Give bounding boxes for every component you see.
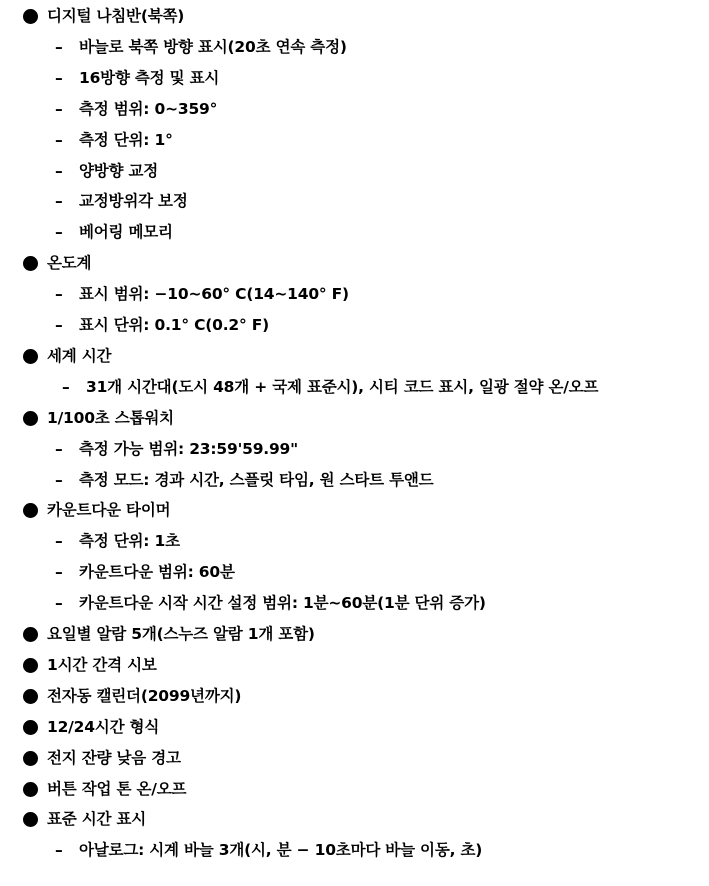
bullet-icon xyxy=(23,256,38,271)
bullet-icon xyxy=(23,751,38,766)
feature-heading xyxy=(0,341,112,372)
bullet-icon xyxy=(23,349,38,364)
feature-detail-text: 표시 단위: 0.1° C(0.2° F) xyxy=(79,316,270,334)
feature-detail-text: 측정 단위: 1° xyxy=(79,130,173,149)
feature-detail-text: 측정 범위: 0~359° xyxy=(79,99,218,118)
dash-icon: – xyxy=(55,130,63,149)
feature-heading xyxy=(0,743,181,774)
feature-detail-text: 양방향 교정 xyxy=(79,161,159,180)
dash-icon: – xyxy=(62,377,70,396)
feature-detail-text: 16방향 측정 및 표시 xyxy=(79,68,220,87)
bullet-icon xyxy=(23,720,38,735)
bullet-icon xyxy=(23,689,38,704)
feature-heading-text: 카운트다운 타이머 xyxy=(47,501,171,520)
feature-detail-text: 측정 단위: 1초 xyxy=(79,532,180,551)
feature-detail-text: 31개 시간대(도시 48개 + 국제 표준시), 시티 코드 표시, 일광 절약 온/오프 xyxy=(86,377,599,396)
bullet-icon xyxy=(23,627,38,642)
feature-detail-text: 카운트다운 시작 시간 설정 범위: 1분~60분(1분 단위 증가) xyxy=(79,594,486,613)
dash-icon: – xyxy=(55,37,63,56)
dash-icon: – xyxy=(55,316,63,334)
feature-heading-text: 요일별 알람 5개(스누즈 알람 1개 포함) xyxy=(47,625,315,643)
feature-heading xyxy=(0,650,157,681)
feature-detail-text: 측정 모드: 경과 시간, 스플릿 타임, 원 스타트 투앤드 xyxy=(79,470,434,489)
bullet-icon xyxy=(23,782,38,797)
feature-heading xyxy=(0,619,315,650)
feature-heading xyxy=(0,712,160,743)
dash-icon: – xyxy=(55,532,63,551)
feature-detail-text: 아날로그: 시계 바늘 3개(시, 분 − 10초마다 바늘 이동, 초) xyxy=(79,841,483,860)
dash-icon: – xyxy=(55,439,63,458)
dash-icon: – xyxy=(55,192,63,211)
bullet-icon xyxy=(23,9,38,24)
feature-heading-text: 1/100초 스톱워치 xyxy=(47,408,174,427)
feature-heading-text: 1시간 간격 시보 xyxy=(47,655,157,674)
bullet-icon xyxy=(23,503,38,518)
feature-heading-text: 전자동 캘린더(2099년까지) xyxy=(47,686,242,705)
feature-detail-text: 표시 범위: −10~60° C(14~140° F) xyxy=(79,285,349,304)
feature-heading-text: 세계 시간 xyxy=(47,346,112,365)
feature-detail-text: 카운트다운 범위: 60분 xyxy=(79,563,235,582)
feature-heading xyxy=(0,804,147,835)
feature-detail-text: 교정방위각 보정 xyxy=(79,192,188,211)
feature-heading-text: 온도계 xyxy=(47,254,92,273)
feature-heading xyxy=(0,248,92,279)
bullet-icon xyxy=(23,812,38,827)
dash-icon: – xyxy=(55,563,63,582)
feature-heading-text: 12/24시간 형식 xyxy=(47,717,160,736)
bullet-icon xyxy=(23,658,38,673)
dash-icon: – xyxy=(55,223,63,242)
feature-detail-text: 측정 가능 범위: 23:59'59.99" xyxy=(79,439,299,458)
feature-heading xyxy=(0,774,187,805)
feature-heading xyxy=(0,403,174,434)
dash-icon: – xyxy=(55,99,63,118)
dash-icon: – xyxy=(55,161,63,180)
dash-icon: – xyxy=(55,594,63,613)
dash-icon: – xyxy=(55,68,63,87)
feature-detail-text: 베어링 메모리 xyxy=(79,223,173,242)
feature-heading-text: 디지털 나침반(북쪽) xyxy=(47,7,185,25)
feature-heading-text: 전지 잔량 낮음 경고 xyxy=(47,748,181,767)
dash-icon: – xyxy=(55,285,63,304)
feature-heading-text: 버튼 작업 톤 온/오프 xyxy=(47,779,187,798)
bullet-icon xyxy=(23,411,38,426)
feature-heading xyxy=(0,681,242,712)
dash-icon: – xyxy=(55,470,63,489)
feature-heading xyxy=(0,1,185,32)
feature-heading-text: 표준 시간 표시 xyxy=(47,810,147,829)
feature-heading xyxy=(0,495,171,526)
feature-detail-text: 바늘로 북쪽 방향 표시(20초 연속 측정) xyxy=(79,37,347,56)
dash-icon: – xyxy=(55,841,63,860)
